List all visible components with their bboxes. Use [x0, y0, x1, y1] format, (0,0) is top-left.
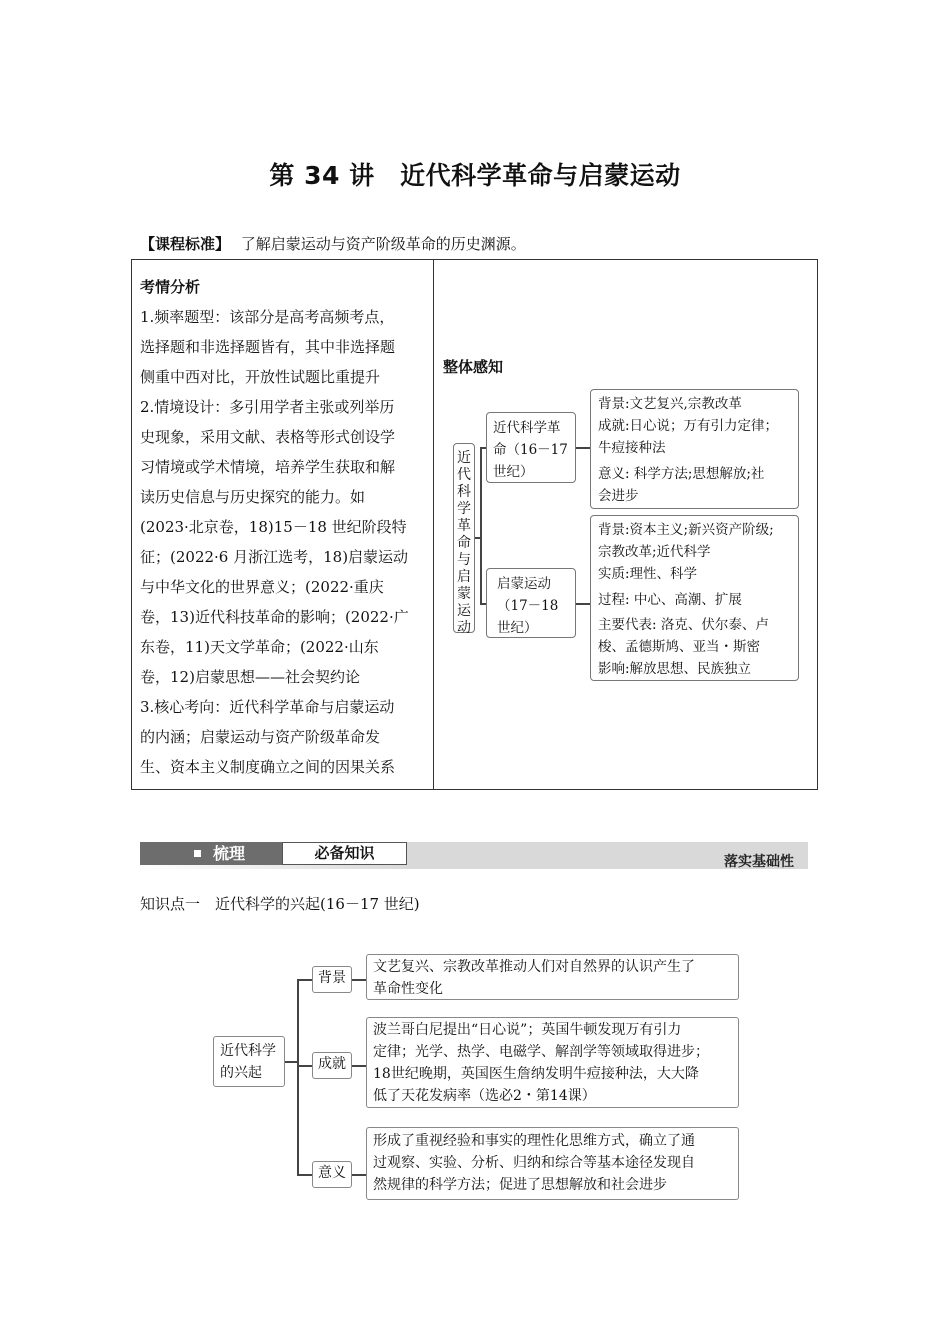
analysis-line: 的内涵；启蒙运动与资产阶级革命发 [140, 728, 381, 746]
course-standard [140, 233, 526, 254]
banner-tab-review-label: 梳理 [213, 844, 246, 863]
connector [352, 1174, 367, 1176]
content-line: 低了天花发病率（选必2・第14课） [373, 1088, 596, 1104]
branch1-line: 近代科学革 [493, 420, 561, 436]
overview-root [453, 443, 475, 636]
mindmap-root-line: 近代科学 [220, 1043, 276, 1059]
tag-background: 背景 [312, 966, 352, 993]
branch2-line: 启蒙运动 [497, 576, 551, 592]
detail-line: 会进步 [598, 488, 639, 504]
connector [297, 1174, 312, 1176]
branch1-line: 世纪） [493, 464, 534, 480]
tag-achievement: 成就 [312, 1052, 352, 1079]
branch-science-revolution [486, 412, 576, 483]
connector [352, 1065, 367, 1067]
page-title: 第 34 讲 近代科学革命与启蒙运动 [269, 161, 681, 190]
connector [297, 1065, 312, 1067]
mindmap-root [213, 1036, 285, 1087]
analysis-line: 征；(2022·6 月浙江选考，18)启蒙运动 [140, 548, 409, 566]
knowledge-point-heading: 知识点一 近代科学的兴起(16－17 世纪) [140, 895, 420, 913]
mindmap-root-line: 的兴起 [220, 1065, 262, 1081]
detail-line: 影响:解放思想、民族独立 [598, 661, 752, 677]
connector [297, 979, 299, 1175]
branch-enlightenment [486, 568, 576, 638]
connector [297, 979, 312, 981]
table-divider [433, 259, 434, 790]
detail-line: 意义: 科学方法;思想解放;社 [598, 466, 765, 482]
analysis-line: 选择题和非选择题皆有，其中非选择题 [140, 338, 396, 356]
content-line: 革命性变化 [373, 981, 443, 997]
course-standard-text: 了解启蒙运动与资产阶级革命的历史渊源。 [240, 235, 526, 253]
content-line: 18世纪晚期，英国医生詹纳发明牛痘接种法，大大降 [373, 1066, 699, 1082]
analysis-line: 读历史信息与历史探究的能力。如 [140, 488, 366, 506]
detail-line: 实质:理性、科学 [598, 566, 698, 582]
branch1-line: 命（16－17 [493, 442, 568, 458]
connector [352, 979, 367, 981]
overview-heading: 整体感知 [443, 358, 504, 376]
detail-line: 主要代表: 洛克、伏尔泰、卢 [598, 617, 769, 633]
analysis-line: 习情境或学术情境，培养学生获取和解 [140, 458, 396, 476]
content-line: 波兰哥白尼提出“日心说”；英国牛顿发现万有引力 [373, 1022, 682, 1038]
connector [480, 447, 482, 604]
tag-significance: 意义 [312, 1161, 352, 1188]
analysis-line: 东卷，11)天文学革命；(2022·山东 [140, 638, 379, 656]
exam-analysis [140, 272, 432, 782]
analysis-line: (2023·北京卷，18)15－18 世纪阶段特 [140, 518, 407, 536]
analysis-line: 侧重中西对比，开放性试题比重提升 [140, 368, 381, 386]
science-revolution-details [590, 389, 799, 509]
significance-content [366, 1127, 739, 1200]
banner-tab-review [140, 842, 282, 865]
square-icon [194, 850, 201, 857]
branch2-line: （17－18 [497, 598, 559, 614]
banner-right-label: 落实基础性 [724, 854, 794, 870]
analysis-line: 2.情境设计：多引用学者主张或列举历 [140, 398, 395, 416]
detail-line: 背景:资本主义;新兴资产阶级; [598, 522, 774, 538]
analysis-line: 卷，12)启蒙思想——社会契约论 [140, 668, 360, 686]
connector [576, 603, 591, 605]
course-standard-label: 【课程标准】 [140, 235, 231, 253]
content-line: 定律；光学、热学、电磁学、解剖学等领域取得进步； [373, 1044, 709, 1060]
achievement-content [366, 1017, 739, 1108]
content-line: 文艺复兴、宗教改革推动人们对自然界的认识产生了 [373, 959, 695, 975]
analysis-line: 卷，13)近代科技革命的影响；(2022·广 [140, 608, 409, 626]
detail-line: 牛痘接种法 [598, 440, 666, 456]
content-line: 形成了重视经验和事实的理性化思维方式，确立了通 [373, 1133, 695, 1149]
exam-analysis-heading: 考情分析 [140, 278, 201, 296]
analysis-line: 生、资本主义制度确立之间的因果关系 [140, 758, 396, 776]
content-line: 过观察、实验、分析、归纳和综合等基本途径发现自 [373, 1155, 695, 1171]
detail-line: 成就:日心说；万有引力定律； [598, 418, 779, 434]
background-content [366, 954, 739, 1000]
overview-root-label: 近代科学革命与启蒙运动 [457, 450, 471, 636]
analysis-line: 史现象，采用文献、表格等形式创设学 [140, 428, 396, 446]
detail-line: 梭、孟德斯鸠、亚当・斯密 [598, 639, 760, 655]
connector [576, 447, 591, 449]
enlightenment-details [590, 515, 799, 681]
detail-line: 背景:文艺复兴,宗教改革 [598, 396, 742, 412]
analysis-line: 3.核心考向：近代科学革命与启蒙运动 [140, 698, 395, 716]
detail-line: 宗教改革;近代科学 [598, 544, 711, 560]
content-line: 然规律的科学方法；促进了思想解放和社会进步 [373, 1177, 667, 1193]
branch2-line: 世纪） [497, 620, 538, 636]
detail-line: 过程: 中心、高潮、扩展 [598, 592, 742, 608]
banner-tab-knowledge: 必备知识 [282, 842, 407, 865]
analysis-line: 与中华文化的世界意义；(2022·重庆 [140, 578, 384, 596]
analysis-line: 1.频率题型：该部分是高考高频考点， [140, 308, 395, 326]
